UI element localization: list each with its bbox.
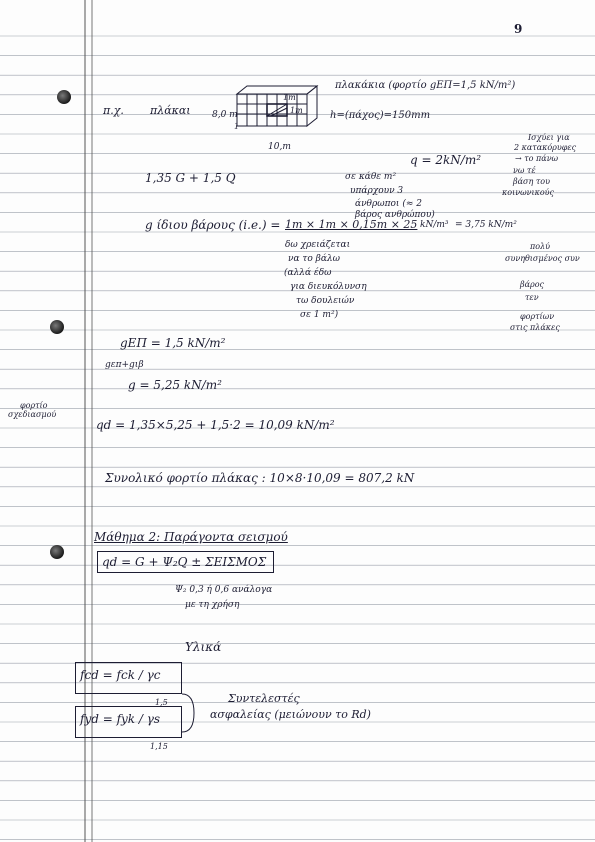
gamma-c-value: 1,5 <box>155 698 168 707</box>
page-number: 9 <box>514 22 523 36</box>
safety-note-line1: Συντελεστές <box>228 692 300 705</box>
seismic-formula: qd = G + Ψ₂Q ± ΣΕΙΣΜΟΣ <box>102 555 267 569</box>
binder-hole-top <box>57 90 71 104</box>
safety-brace <box>180 688 210 738</box>
g-sum-label: gεπ+gιβ <box>105 360 144 370</box>
g-ep: gΕΠ = 1,5 kN/m² <box>120 336 226 350</box>
self-weight-unit: kN/m³ <box>420 220 449 230</box>
binder-hole-middle <box>50 320 64 334</box>
slab-dim-side: 8,0 m <box>212 110 238 120</box>
lesson-title: Μάθημα 2: Παράγοντα σεισμού <box>94 530 288 544</box>
dim-in-box-mid: 1m <box>290 106 303 115</box>
dim-in-box-top: 1m <box>283 93 296 102</box>
qd-formula: qd = 1,35×5,25 + 1,5·2 = 10,09 kN/m² <box>96 418 335 432</box>
fcd-formula: fcd = fck / γc <box>80 668 161 682</box>
slab-dim-bottom: 10,m <box>268 142 291 152</box>
load-combination: 1,35 G + 1,5 Q <box>145 171 236 185</box>
fyd-formula: fyd = fyk / γs <box>80 712 161 726</box>
example-prefix: π.χ. <box>103 104 124 117</box>
total-slab-load: Συνολικό φορτίο πλάκας : 10×8·10,09 = 807,2 kN <box>105 471 415 485</box>
self-weight-result: = 3,75 kN/m² <box>455 220 517 230</box>
slab-sketch <box>225 78 345 138</box>
live-load-q: q = 2kN/m² <box>410 153 482 167</box>
psi-note-line2: με τη χρήση <box>185 600 240 610</box>
dim-one: 1 <box>234 122 240 131</box>
binder-hole-bottom <box>50 545 64 559</box>
psi-note-line1: Ψ₂ 0,3 ή 0,6 ανάλογα <box>175 585 273 595</box>
self-weight-expr: 1m × 1m × 0,15m × 25 <box>285 218 418 231</box>
safety-note-line2: ασφαλείας (μειώνουν το Rd) <box>210 708 371 721</box>
gamma-s-value: 1,15 <box>150 742 168 751</box>
tiles-label: πλακάκια (φορτίο gEΠ=1,5 kN/m²) <box>335 80 516 91</box>
materials-heading: Υλικά <box>185 640 222 654</box>
g-total: g = 5,25 kN/m² <box>128 378 222 392</box>
notebook-page: 9 π.χ. πλάκαι 8,0 m 1m 1m 1 10,m πλακάκια (φορτίο gEΠ=1,5 kN/m²) h=(πάχος)=150mm 1,35 G + 1,5 Q q = 2kN/m² σε κάθε m² υπάρχουν 3 άνθρωποι (≈ 2 βάρος ανθρώπου) Ισχύει για 2 κατακόρυφες → το πάνω νω τέ βάση του κοινωνικούς g ίδιου βάρους (i.e.) = 1m × 1m × 0,15m × 25 kN/m³ = 3,75 kN/m² δω χρειάζεται να το βάλω (αλλά έδω για διευκόλυνση τω δουλειών σε 1 m²) πολύ συνηθισμένος συν βάρος τεν φορτίων στις πλάκες gΕΠ = 1,5 kN/m² gεπ+gιβ g = 5,25 kN/m² φορτίο σχεδιασμού qd = 1,35×5,25 + 1,5·2 = 10,09 kN/m² Συνολικό φορτίο πλάκας : 10×8·10,09 = 807,2 kN Μάθημα 2: Παράγοντα σεισμού qd = G + Ψ₂Q ± ΣΕΙΣΜΟΣ Ψ₂ 0,3 ή 0,6 ανάλογα με τη χρήση Υλικά fcd = fck / γc 1,5 fyd = fyk / γs 1,15 Συντελεστές ασφαλείας (μειώνουν το Rd) <box>0 0 595 842</box>
slab-word: πλάκαι <box>150 104 191 117</box>
thickness-label: h=(πάχος)=150mm <box>330 110 431 121</box>
self-weight-lhs: g ίδιου βάρους (i.e.) = <box>145 218 281 232</box>
